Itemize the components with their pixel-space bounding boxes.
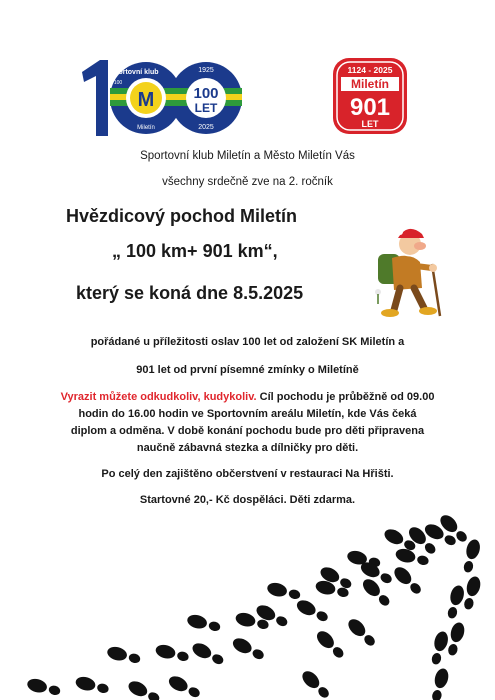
footprint xyxy=(299,668,332,700)
footprint xyxy=(345,616,378,649)
intro-line-2: všechny srdečně zve na 2. ročník xyxy=(162,176,333,188)
footprint xyxy=(186,613,222,634)
footprint xyxy=(461,538,482,574)
start-anywhere-text: Vyrazit můžete odkudkoliv, kudykoliv. xyxy=(60,391,257,403)
hiker-illustration xyxy=(370,224,448,320)
footprint xyxy=(74,675,110,696)
title-line-2: „ 100 km+ 901 km“, xyxy=(112,241,278,261)
logo-901-years: 1124 - 2025 xyxy=(347,65,393,75)
logo-year-start: 1925 xyxy=(198,67,214,74)
logo-town: Miletín xyxy=(137,125,155,131)
footprint xyxy=(154,643,190,664)
footprint xyxy=(429,667,450,700)
logo-small-100: 100 xyxy=(193,85,219,102)
title-line-3: který se koná dne 8.5.2025 xyxy=(76,283,304,303)
logo-emblem-m: M xyxy=(137,89,155,111)
footprint xyxy=(126,678,162,700)
footprint xyxy=(266,581,302,602)
logo-901-number: 901 xyxy=(349,94,391,121)
footprint xyxy=(394,547,430,568)
logo-club-name: Sportovní klub xyxy=(109,69,159,76)
refreshments-line: Po celý den zajištěno občerstvení v restauraci Na Hřišti. xyxy=(101,468,394,480)
miletin-901-logo xyxy=(331,56,409,136)
footprint xyxy=(429,630,450,666)
footprint xyxy=(391,564,424,597)
logo-year-end: 2025 xyxy=(198,124,214,131)
logo-901-name: Miletín xyxy=(351,77,389,91)
intro-line-1: Sportovní klub Miletín a Město Miletín Vás xyxy=(140,150,355,162)
occasion-line-2: 901 let od první písemné zmínky o Miletíně xyxy=(136,364,359,376)
footprint xyxy=(461,575,482,611)
logo-let: LET xyxy=(194,101,218,115)
footprint xyxy=(314,628,347,661)
footprint xyxy=(166,673,202,700)
footprint xyxy=(445,621,466,657)
sk-miletin-100-logo xyxy=(78,56,248,140)
occasion-line-1: pořádané u příležitosti oslav 100 let od založení SK Miletín a xyxy=(90,336,405,348)
footprint xyxy=(190,640,226,667)
logo-big-100: 100 xyxy=(113,80,123,86)
start-paragraph-rest: Cíl pochodu je průběžně od 09.00 hodin do 16.00 hodin ve Sportovním areálu Miletín, kde Vás čeká diplom a odměna. V době konání pochodu bude pro děti připravena naučně zábavná stezka a dílničky pro děti. xyxy=(70,391,435,454)
start-paragraph xyxy=(60,389,435,457)
footprint xyxy=(294,597,330,624)
title-line-1: Hvězdicový pochod Miletín xyxy=(66,206,298,226)
logo-901-let: LET xyxy=(361,119,379,129)
logo-digit-one xyxy=(82,60,108,136)
footprints-decoration xyxy=(0,500,495,700)
footprint xyxy=(230,635,266,662)
entry-fee-line: Startovné 20,- Kč dospěláci. Děti zdarma. xyxy=(139,494,356,506)
footprint xyxy=(106,645,142,666)
footprint xyxy=(445,584,466,620)
footprint xyxy=(26,677,62,698)
